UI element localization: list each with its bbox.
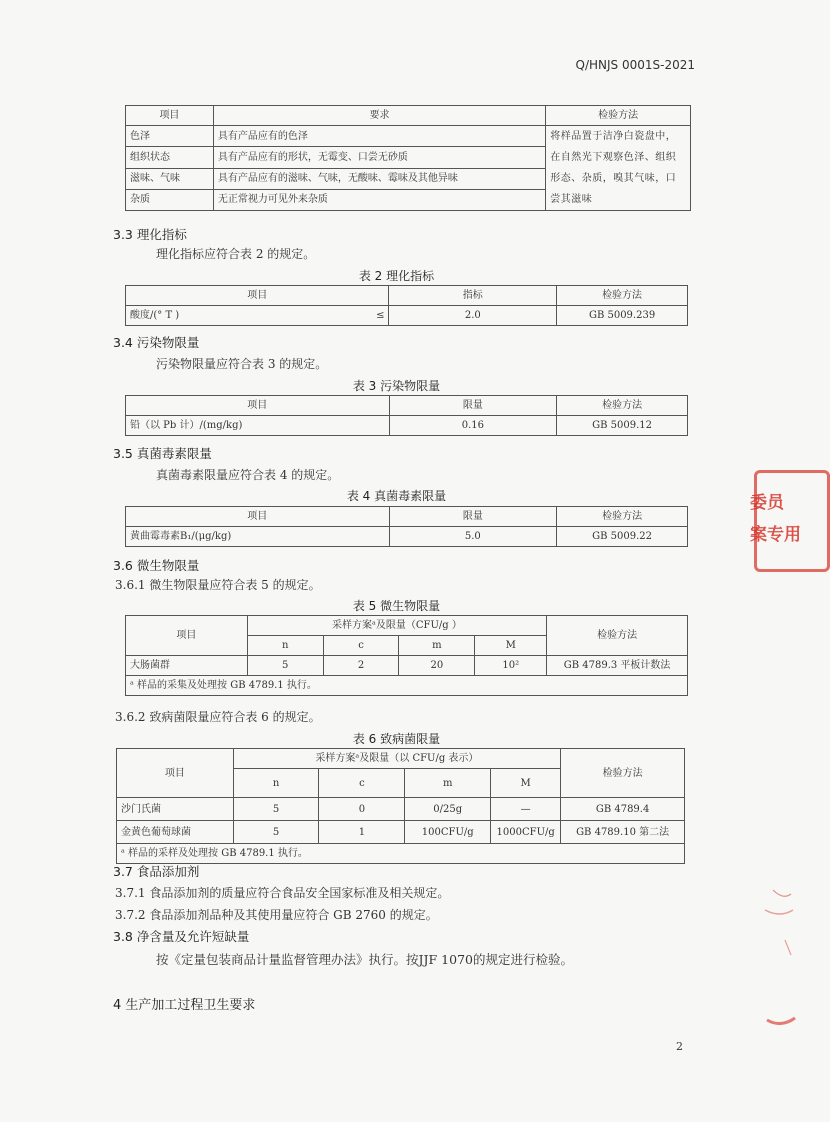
table5-M: 10² [475,656,547,676]
table6-sub-M: M [491,769,561,798]
acidity-label: 酸度/(° T ) [130,310,180,321]
section-3-7-1-text: 3.7.1 食品添加剂的质量应符合食品安全国家标准及相关规定。 [115,886,450,900]
table2-header-method: 检验方法 [557,286,688,306]
table1-requirement: 具有产品应有的滋味、气味，无酸味、霉味及其他异味 [213,168,545,189]
table6-item: 沙门氏菌 [117,798,234,821]
table1-item: 色泽 [126,126,214,147]
table3-value: 0.16 [389,416,557,436]
table5-header-method: 检验方法 [547,616,688,656]
mycotoxin-table [125,506,688,547]
table1-method: 将样品置于洁净白瓷盘中，在自然光下观察色泽、组织形态、杂质，嗅其气味，口尝其滋味 [546,126,691,211]
table4-header-item: 项目 [126,507,390,527]
section-3-4-text: 污染物限量应符合表 3 的规定。 [156,357,328,371]
table3-caption: 表 3 污染物限量 [352,379,441,393]
table5-sub-M: M [475,636,547,656]
table3-header-limit: 限量 [389,396,557,416]
table6-method: GB 4789.10 第二法 [561,821,685,844]
table6-method: GB 4789.4 [561,798,685,821]
table4-method: GB 5009.22 [557,527,688,547]
table5-method: GB 4789.3 平板计数法 [547,656,688,676]
table5-m: 20 [399,656,475,676]
stamp-fragment-icon [755,880,795,1030]
table3-item: 铅（以 Pb 计）/(mg/kg) [126,416,390,436]
table6-c: 0 [319,798,405,821]
table3-header-item: 项目 [126,396,390,416]
table2-header-item: 项目 [126,286,389,306]
table1-header-item: 项目 [126,106,214,126]
table2-value: 2.0 [389,306,557,326]
table6-sub-c: c [319,769,405,798]
table2-header-index: 指标 [389,286,557,306]
section-3-5-title: 3.5 真菌毒素限量 [113,446,212,461]
section-3-5-text: 真菌毒素限量应符合表 4 的规定。 [156,468,340,482]
table6-item: 金黄色葡萄球菌 [117,821,234,844]
pathogen-table [116,748,685,864]
table4-item: 黄曲霉毒素B₁/(μg/kg) [126,527,390,547]
section-3-3-title: 3.3 理化指标 [113,227,187,242]
table5-caption: 表 5 微生物限量 [352,599,441,613]
section-3-7-2-text: 3.7.2 食品添加剂品种及其使用量应符合 GB 2760 的规定。 [115,908,438,922]
table3-header-method: 检验方法 [557,396,688,416]
table5-header-plan: 采样方案ᵃ及限量（CFU/g ） [247,616,546,636]
table6-n: 5 [233,821,319,844]
table1-item: 杂质 [126,189,214,210]
table6-header-item: 项目 [117,749,234,798]
table1-requirement: 具有产品应有的形状，无霉变、口尝无砂质 [213,147,545,168]
table6-header-plan: 采样方案ᵃ及限量（以 CFU/g 表示） [233,749,560,769]
page-number: 2 [676,1040,683,1053]
contaminant-table [125,395,688,436]
table6-n: 5 [233,798,319,821]
table1-item: 滋味、气味 [126,168,214,189]
table5-header-item: 项目 [126,616,248,656]
table2-method: GB 5009.239 [557,306,688,326]
table4-header-limit: 限量 [389,507,557,527]
table4-header-method: 检验方法 [557,507,688,527]
section-3-6-title: 3.6 微生物限量 [113,558,200,573]
table1-requirement: 无正常视力可见外来杂质 [213,189,545,210]
seal-text-line1: 委员 [750,493,784,513]
seal-text-line2: 案专用 [750,525,801,545]
table1-header-requirement: 要求 [213,106,545,126]
table6-note: ᵃ 样品的采样及处理按 GB 4789.1 执行。 [117,844,685,864]
less-equal-sign: ≤ [376,310,385,321]
filing-seal [742,470,802,570]
table6-m: 100CFU/g [405,821,491,844]
table6-sub-m: m [405,769,491,798]
table4-caption: 表 4 真菌毒素限量 [346,489,447,503]
section-3-3-text: 理化指标应符合表 2 的规定。 [156,247,316,261]
table6-header-method: 检验方法 [561,749,685,798]
table6-m: 0/25g [405,798,491,821]
table6-caption: 表 6 致病菌限量 [352,732,441,746]
table3-method: GB 5009.12 [557,416,688,436]
table5-n: 5 [247,656,323,676]
section-3-4-title: 3.4 污染物限量 [113,335,200,350]
table1-item: 组织状态 [126,147,214,168]
table5-sub-c: c [323,636,399,656]
section-3-8-title: 3.8 净含量及允许短缺量 [113,929,250,944]
section-3-6-1-text: 3.6.1 微生物限量应符合表 5 的规定。 [115,578,321,592]
table5-item: 大肠菌群 [126,656,248,676]
table6-M: 1000CFU/g [491,821,561,844]
table6-M: — [491,798,561,821]
table1-requirement: 具有产品应有的色泽 [213,126,545,147]
table6-c: 1 [319,821,405,844]
physchem-table [125,285,688,326]
table2-item [126,306,389,326]
table2-caption: 表 2 理化指标 [358,269,435,283]
section-4-title: 4 生产加工过程卫生要求 [113,998,256,1013]
table5-sub-n: n [247,636,323,656]
table5-c: 2 [323,656,399,676]
table5-sub-m: m [399,636,475,656]
table6-sub-n: n [233,769,319,798]
sensory-table [125,105,691,211]
section-3-8-text: 按《定量包装商品计量监督管理办法》执行。按JJF 1070的规定进行检验。 [156,952,573,967]
table4-value: 5.0 [389,527,557,547]
table1-header-method: 检验方法 [546,106,691,126]
microbial-table [125,615,688,696]
section-3-6-2-text: 3.6.2 致病菌限量应符合表 6 的规定。 [115,710,321,724]
section-3-7-title: 3.7 食品添加剂 [113,864,200,879]
table5-note: ᵃ 样品的采集及处理按 GB 4789.1 执行。 [126,676,688,696]
document-code: Q/HNJS 0001S-2021 [575,58,695,72]
